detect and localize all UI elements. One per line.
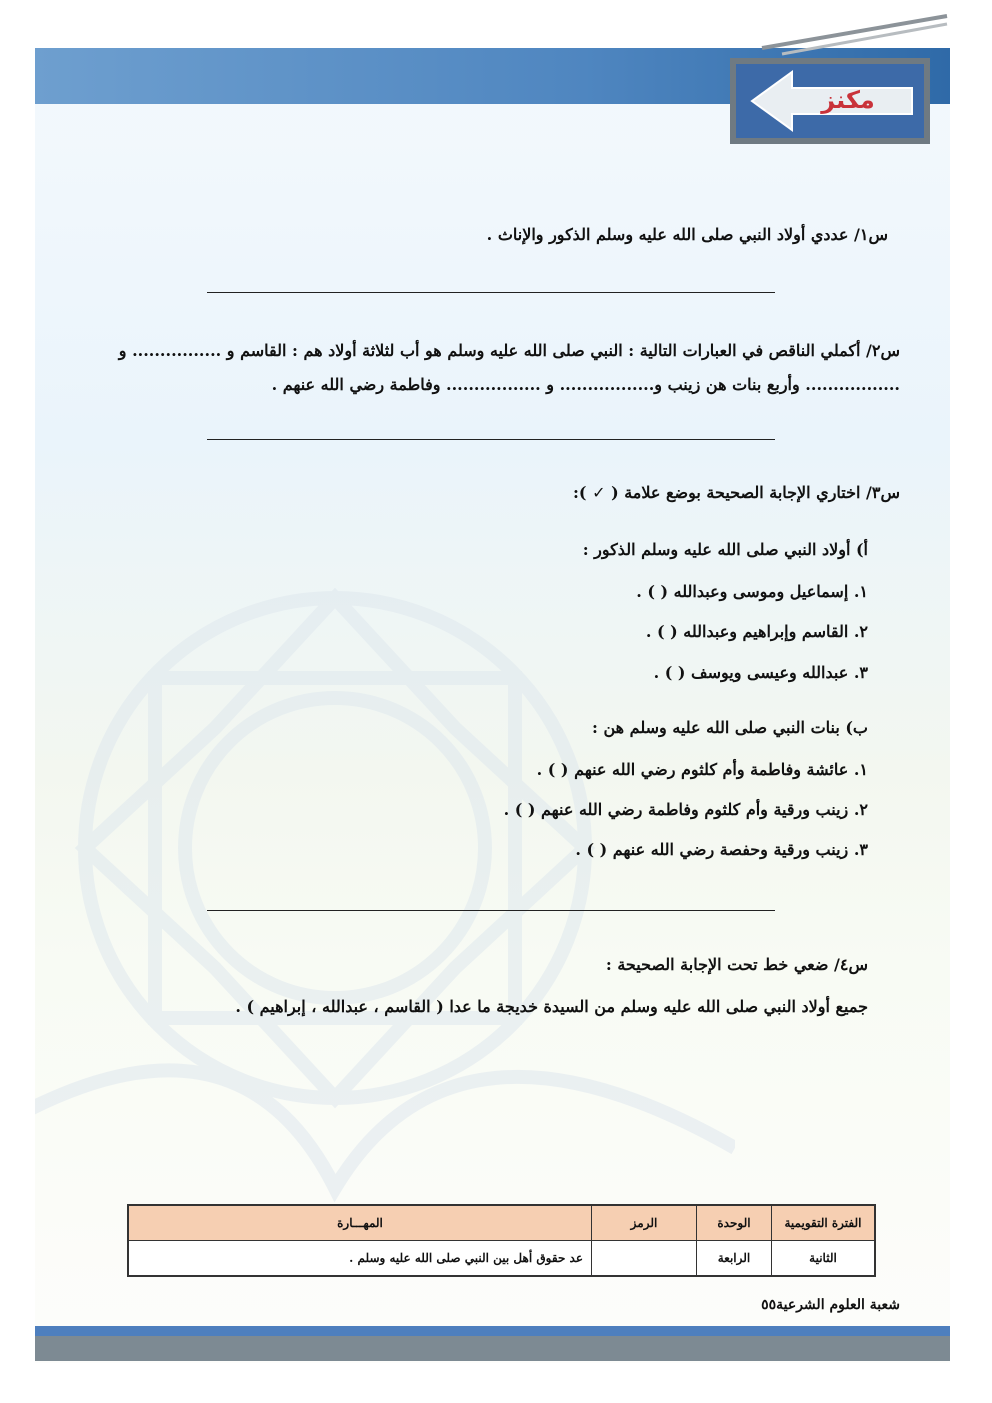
header-unit: الوحدة xyxy=(697,1205,772,1241)
table-header-row xyxy=(128,1205,875,1241)
question-2-line-2: ................. وأربع بنات هن زينب و................. و ................. وفاطمة رضي الله عنهم . xyxy=(271,375,900,394)
skills-table xyxy=(127,1204,876,1277)
question-3-a-option-1: ١. إسماعيل وموسى وعبدالله ( ) . xyxy=(636,582,868,601)
answer-line-1 xyxy=(207,292,775,293)
cell-unit: الرابعة xyxy=(697,1241,772,1277)
page-sheet xyxy=(35,48,950,1363)
cell-term: الثانية xyxy=(772,1241,876,1277)
checkmark-icon: ✓ xyxy=(592,483,606,502)
question-3-b-option-3: ٣. زينب ورقية وحفصة رضي الله عنهم ( ) . xyxy=(575,840,868,859)
question-4: س٤/ ضعي خط تحت الإجابة الصحيحة : xyxy=(605,955,868,974)
question-3-b-option-1: ١. عائشة وفاطمة وأم كلثوم رضي الله عنهم ( ) . xyxy=(536,760,868,779)
header-term: الفترة التقويمية xyxy=(772,1205,876,1241)
question-3-b-option-2: ٢. زينب ورقية وأم كلثوم وفاطمة رضي الله عنهم ( ) . xyxy=(503,800,868,819)
question-4-statement: جميع أولاد النبي صلى الله عليه وسلم من السيدة خديجة ما عدا ( القاسم ، عبدالله ، إبراهيم ) . xyxy=(235,997,868,1016)
question-3-a-heading: أ) أولاد النبي صلى الله عليه وسلم الذكور : xyxy=(582,540,868,559)
header-title: أسئلة لقياس مهارات مادة الحديث والسيرة للصف الرابع/ الفصل الأول xyxy=(212,17,702,37)
cell-skill: عد حقوق أهل بين النبي صلى الله عليه وسلم . xyxy=(128,1241,592,1277)
bottom-band xyxy=(35,1326,950,1336)
question-3-prompt-end: ): xyxy=(573,483,587,502)
answer-line-3 xyxy=(207,910,775,911)
answer-line-2 xyxy=(207,439,775,440)
question-3-prompt-start: س٣/ اختاري الإجابة الصحيحة بوضع علامة ( xyxy=(611,483,900,502)
header-skill: المهـــارة xyxy=(128,1205,592,1241)
header-code: الرمز xyxy=(592,1205,697,1241)
question-2-line-1: س٢/ أكملي الناقص في العبارات التالية : النبي صلى الله عليه وسلم هو أب لثلاثة أولاد هم : القاسم و ................ و xyxy=(118,341,900,360)
question-3-prompt xyxy=(573,483,900,502)
question-1: س١/ عددي أولاد النبي صلى الله عليه وسلم الذكور والإناث . xyxy=(486,225,888,244)
bottom-band-gray xyxy=(35,1336,950,1361)
table-row xyxy=(128,1241,875,1277)
signpost-icon xyxy=(722,8,952,148)
footer-note: شعبة العلوم الشرعية٥٥ xyxy=(761,1297,900,1313)
cell-code xyxy=(592,1241,697,1277)
sign-label: مكنز xyxy=(821,86,875,114)
question-3-a-option-2: ٢. القاسم وإبراهيم وعبدالله ( ) . xyxy=(645,622,868,641)
question-3-a-option-3: ٣. عبدالله وعيسى ويوسف ( ) . xyxy=(653,663,868,682)
question-3-b-heading: ب) بنات النبي صلى الله عليه وسلم هن : xyxy=(592,718,868,737)
